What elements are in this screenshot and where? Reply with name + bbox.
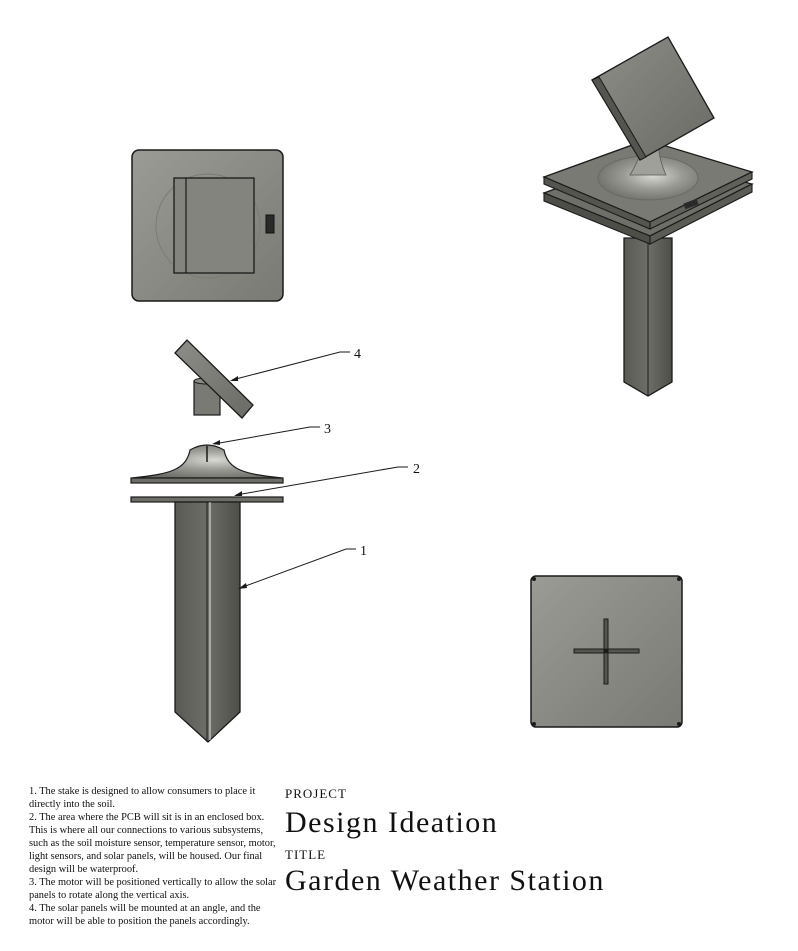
note-2: 2. The area where the PCB will sit is in an enclosed box. This is where all our connections to various subsystems, such as the soil moisture sensor, temperature sensor, motor, light sensors, and solar panels, will be housed. Our final design will be waterproof. xyxy=(29,812,276,875)
callout-2: 2 xyxy=(413,462,420,477)
title-label: TITLE xyxy=(285,847,327,862)
isometric-view xyxy=(544,37,752,396)
title-value: Garden Weather Station xyxy=(285,864,605,897)
project-label: PROJECT xyxy=(285,786,347,801)
bottom-view-corner-br xyxy=(677,722,681,726)
exploded-base-plate xyxy=(131,497,283,502)
bottom-view-corner-tl xyxy=(532,577,536,581)
project-value: Design Ideation xyxy=(285,806,499,839)
arrowhead-2 xyxy=(234,491,242,496)
note-4: 4. The solar panels will be mounted at an angle, and the motor will be able to position the panels accordingly. xyxy=(29,903,261,927)
note-3: 3. The motor will be positioned vertically to allow the solar panels to rotate along the vertical axis. xyxy=(29,877,277,901)
callout-leaders xyxy=(214,352,408,588)
callout-4: 4 xyxy=(354,347,361,362)
callout-3: 3 xyxy=(324,422,331,437)
bottom-view-corner-tr xyxy=(677,577,681,581)
bottom-view-center xyxy=(604,649,609,654)
note-1: 1. The stake is designed to allow consumers to place it directly into the soil. xyxy=(29,786,256,810)
leader-4 xyxy=(232,352,350,380)
callout-1: 1 xyxy=(360,544,367,559)
arrowhead-4 xyxy=(230,376,238,381)
exploded-top-plate xyxy=(131,478,283,483)
top-view xyxy=(132,150,283,301)
leader-1 xyxy=(240,549,356,588)
arrowhead-3 xyxy=(212,440,220,445)
design-notes xyxy=(29,785,283,928)
exploded-view xyxy=(131,340,283,742)
top-view-port xyxy=(266,215,274,233)
bottom-view-corner-bl xyxy=(532,722,536,726)
leader-3 xyxy=(214,427,320,444)
bottom-view xyxy=(531,576,682,727)
